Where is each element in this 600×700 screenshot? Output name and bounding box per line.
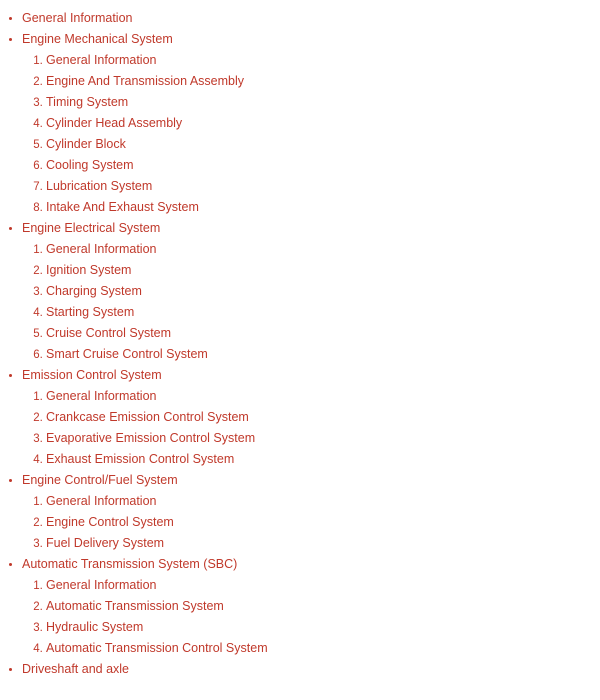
toc-section — [22, 29, 600, 218]
toc-subsection — [46, 596, 600, 617]
toc-link-exhaust-emission-control-system[interactable]: Exhaust Emission Control System — [46, 452, 235, 466]
toc-subsection — [46, 638, 600, 659]
toc-link-ignition-system[interactable]: Ignition System — [46, 263, 132, 277]
toc-subsection — [46, 512, 600, 533]
toc-subsection — [46, 197, 600, 218]
toc-link-evaporative-emission-control-system[interactable]: Evaporative Emission Control System — [46, 431, 256, 445]
toc-link-smart-cruise-control-system[interactable]: Smart Cruise Control System — [46, 347, 208, 361]
toc-link-hydraulic-system[interactable]: Hydraulic System — [46, 620, 144, 634]
toc-link-emission-control-system[interactable]: Emission Control System — [22, 368, 162, 382]
toc-link-cooling-system[interactable]: Cooling System — [46, 158, 134, 172]
toc-sublist-emission-control-system — [22, 386, 600, 470]
toc-section — [22, 554, 600, 659]
toc-link-engine-control-fuel-system[interactable]: Engine Control/Fuel System — [22, 473, 178, 487]
toc-section — [22, 218, 600, 365]
toc-link-automatic-transmission-system[interactable]: Automatic Transmission System — [46, 599, 224, 613]
toc-section — [22, 470, 600, 554]
toc-subsection — [46, 92, 600, 113]
toc-link-fuel-delivery-system[interactable]: Fuel Delivery System — [46, 536, 165, 550]
toc-subsection — [46, 407, 600, 428]
toc-subsection — [46, 239, 600, 260]
toc-link-lubrication-system[interactable]: Lubrication System — [46, 179, 153, 193]
toc-link-engine-control-system[interactable]: Engine Control System — [46, 515, 174, 529]
toc-subsection — [46, 323, 600, 344]
toc-link-engine-electrical-system[interactable]: Engine Electrical System — [22, 221, 161, 235]
toc-link-general-information[interactable]: General Information — [46, 494, 157, 508]
toc-subsection — [46, 113, 600, 134]
toc-subsection — [46, 386, 600, 407]
toc-link-engine-and-transmission-assembly[interactable]: Engine And Transmission Assembly — [46, 74, 245, 88]
toc-section — [22, 659, 600, 680]
toc-sublist-engine-control-fuel-system — [22, 491, 600, 554]
toc-subsection — [46, 617, 600, 638]
toc-link-starting-system[interactable]: Starting System — [46, 305, 135, 319]
toc-subsection — [46, 260, 600, 281]
toc-link-general-information[interactable]: General Information — [46, 242, 157, 256]
toc-subsection — [46, 533, 600, 554]
toc-sublist-engine-electrical-system — [22, 239, 600, 365]
toc-link-intake-and-exhaust-system[interactable]: Intake And Exhaust System — [46, 200, 199, 214]
toc-link-timing-system[interactable]: Timing System — [46, 95, 129, 109]
toc-link-general-information[interactable]: General Information — [22, 11, 133, 25]
toc-sublist-automatic-transmission-system — [22, 575, 600, 659]
toc-subsection — [46, 575, 600, 596]
toc-link-cylinder-head-assembly[interactable]: Cylinder Head Assembly — [46, 116, 183, 130]
toc-subsection — [46, 281, 600, 302]
toc-subsection — [46, 302, 600, 323]
toc-link-automatic-transmission-system-sbc[interactable]: Automatic Transmission System (SBC) — [22, 557, 238, 571]
toc-subsection — [46, 344, 600, 365]
toc-link-driveshaft-and-axle[interactable]: Driveshaft and axle — [22, 662, 130, 676]
toc-section — [22, 8, 600, 29]
toc-link-cylinder-block[interactable]: Cylinder Block — [46, 137, 126, 151]
toc-subsection — [46, 176, 600, 197]
toc-subsection — [46, 134, 600, 155]
toc-subsection — [46, 71, 600, 92]
toc-section — [22, 365, 600, 470]
toc-subsection — [46, 449, 600, 470]
toc-link-general-information[interactable]: General Information — [46, 389, 157, 403]
toc-link-general-information[interactable]: General Information — [46, 578, 157, 592]
toc-subsection — [46, 428, 600, 449]
toc-link-cruise-control-system[interactable]: Cruise Control System — [46, 326, 172, 340]
toc-subsection — [46, 50, 600, 71]
toc-root-list — [0, 8, 600, 680]
toc-subsection — [46, 491, 600, 512]
toc-link-charging-system[interactable]: Charging System — [46, 284, 142, 298]
toc-link-automatic-transmission-control-system[interactable]: Automatic Transmission Control System — [46, 641, 268, 655]
toc-sublist-engine-mechanical-system — [22, 50, 600, 218]
toc-link-general-information[interactable]: General Information — [46, 53, 157, 67]
toc-subsection — [46, 155, 600, 176]
toc-link-crankcase-emission-control-system[interactable]: Crankcase Emission Control System — [46, 410, 249, 424]
toc-link-engine-mechanical-system[interactable]: Engine Mechanical System — [22, 32, 173, 46]
